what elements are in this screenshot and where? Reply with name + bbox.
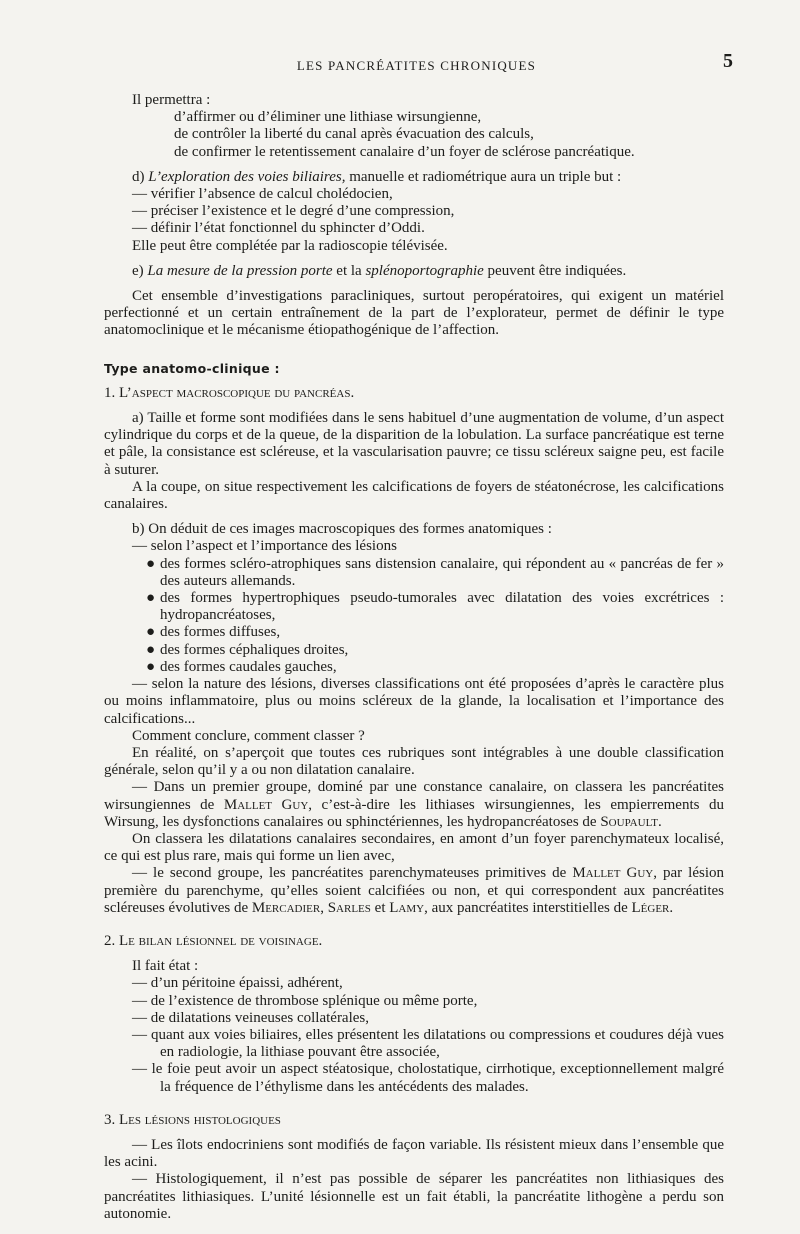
s1-group-1-text-a: — Dans un premier groupe, dominé par une constance canalaire, on classera les pancréatites wirsungiennes de (104, 779, 724, 813)
author-name: Soupault (600, 813, 658, 830)
block1-item-3: de confirmer le retentissement canalaire d’un foyer de sclérose pancréatique. (174, 143, 635, 160)
s3-heading-num: 3. L (104, 1111, 129, 1128)
block-d-letter: d) (132, 168, 149, 185)
block-d-after: Elle peut être complétée par la radioscopie télévisée. (132, 237, 448, 254)
running-title: LES PANCRÉATITES CHRONIQUES (296, 58, 537, 73)
s1-group-2-text-f: . (669, 899, 674, 916)
section-title: Type anatomo-clinique : (104, 360, 280, 376)
s3-para-1: — Les îlots endocriniens sont modifiés de façon variable. Ils résistent mieux dans l’ensemble que les acini. (104, 1136, 724, 1171)
author-name: Mallet Guy (223, 796, 309, 813)
s2-item-1: — d’un péritoine épaissi, adhérent, (132, 975, 343, 992)
block1-item-1: d’affirmer ou d’éliminer une lithiase wirsungienne, (174, 109, 482, 126)
block-d-item-3: — définir l’état fonctionnel du sphincter d’Oddi. (132, 220, 425, 237)
s1-bullet-3 (104, 624, 724, 641)
block-e-title-2: splénoportographie (365, 262, 484, 279)
s1-group-2-text-c: , (320, 899, 328, 916)
s1-group-2 (104, 865, 724, 917)
block1-intro: Il permettra : (132, 92, 211, 108)
page-number: 5 (723, 50, 733, 72)
s1-group-2-text-b: , par lésion première du parenchyme, qu’elles soient calcifiées ou non, et qui correspondent aux pancréatites scléreuses évolutives de (104, 865, 724, 916)
s1-question: Comment conclure, comment classer ? (132, 727, 365, 744)
block-e-title-1: La mesure de la pression porte (147, 262, 333, 279)
s1-group-2-text-e: , aux pancréatites interstitielles de (424, 899, 632, 916)
s3-heading (104, 1112, 724, 1129)
s1-bullet-5 (104, 659, 724, 676)
block-e-rest: peuvent être indiquées. (483, 262, 627, 279)
s2-heading-text: e bilan lésionnel de voisinage. (128, 932, 323, 949)
author-name: Lamy (389, 899, 425, 916)
bullet-icon: ● (146, 555, 156, 572)
s1-bullet-4 (104, 642, 724, 659)
bullet-icon: ● (146, 641, 156, 658)
s1-bullet-4-text: des formes céphaliques droites, (160, 641, 349, 658)
s1-group-1-text-b: , c’est-à-dire les lithiases wirsungiennes, les empierrements du Wirsung, les dysfonctions canalaires ou sphinctériennes, les hydropancréatoses de (104, 796, 724, 830)
s1-heading-num: 1. L’ (104, 384, 132, 401)
author-name: Léger (631, 899, 670, 916)
s1-realite: En réalité, on s’aperçoit que toutes ces rubriques sont intégrables à une double classification générale, selon qu’il y a ou non dilatation canalaire. (104, 744, 724, 779)
block-d-item-1: — vérifier l’absence de calcul cholédocien, (132, 186, 393, 203)
block-e-heading (104, 263, 724, 280)
s1-group-1-text-c: . (658, 813, 662, 830)
block-e-letter: e) (132, 262, 148, 279)
s1-dilatations: On classera les dilatations canalaires secondaires, en amont d’un foyer parenchymateux localisé, ce qui est plus rare, mais qui forme un lien avec, (104, 830, 724, 865)
block1-item-2: de contrôler la liberté du canal après évacuation des calculs, (174, 126, 534, 143)
s2-item-4: — quant aux voies biliaires, elles présentent les dilatations ou compressions et coudures déjà vues en radiologie, la lithiase pouvant être associée, (132, 1026, 724, 1061)
s1-bullet-2-text: des formes hypertrophiques pseudo-tumorales avec dilatation des voies excrétrices : hydropancréatoses, (160, 590, 724, 624)
s1-bullet-1-text: des formes scléro-atrophiques sans distension canalaire, qui répondent au « pancréas de fer » des auteurs allemands. (160, 555, 724, 589)
block-d-item-2: — préciser l’existence et le degré d’une compression, (132, 203, 455, 220)
block-d-rest: manuelle et radiométrique aura un triple but : (345, 168, 622, 185)
s1-group-1 (104, 779, 724, 831)
s2-item-5: — le foie peut avoir un aspect stéatosique, cholostatique, cirrhotique, exceptionnellement malgré la fréquence de l’éthylisme dans les antécédents des malades. (132, 1061, 724, 1095)
block-e-mid: et la (332, 262, 366, 279)
s3-heading-text: es lésions histologiques (128, 1111, 281, 1128)
block-d-title: L’exploration des voies biliaires, (148, 168, 346, 185)
s2-item-3: — de dilatations veineuses collatérales, (132, 1009, 370, 1026)
block-d-heading (104, 169, 724, 186)
s2-item-2: — de l’existence de thrombose splénique ou même porte, (132, 992, 478, 1009)
s2-heading (104, 933, 724, 950)
bullet-icon: ● (146, 590, 156, 607)
author-name: Mallet Guy (572, 865, 654, 882)
s2-heading-num: 2. L (104, 932, 129, 949)
s1-coupe-para: A la coupe, on situe respectivement les calcifications de foyers de stéatonécrose, les calcifications canalaires. (104, 478, 724, 513)
author-name: Sarles (327, 899, 371, 916)
s1-b-intro: b) On déduit de ces images macroscopiques des formes anatomiques : (132, 521, 552, 538)
s1-heading-text: aspect macroscopique du pancréas. (131, 384, 355, 401)
s2-intro: Il fait état : (132, 958, 199, 975)
s1-group-2-text-d: et (370, 899, 390, 916)
s1-b-dash-2: — selon la nature des lésions, diverses classifications ont été proposées d’après le caractère plus ou moins inflammatoire, plus ou moins scléreux de la glande, la localisation et l’importance des calcifications... (104, 676, 724, 727)
page-body (104, 92, 724, 1223)
s1-bullet-2 (104, 590, 724, 624)
s1-bullet-1 (104, 556, 724, 590)
s1-b-dash-1: — selon l’aspect et l’importance des lésions (132, 538, 397, 555)
s1-group-2-text-a: — le second groupe, les pancréatites parenchymateuses primitives de (132, 865, 573, 882)
bullet-icon: ● (146, 658, 156, 675)
s1-a-para: a) Taille et forme sont modifiées dans le sens habituel d’une augmentation de volume, d’un aspect cylindrique du corps et de la queue, de la disparition de la lobulation. La surface pancréatique est terne et pâle, la consistance est scléreuse, et la vascularisation pauvre; ce tissu scléreux saigne peu, est facile à suturer. (104, 410, 724, 478)
page-header (104, 50, 733, 77)
s3-para-2: — Histologiquement, il n’est pas possible de séparer les pancréatites non lithiasiques des pancréatites lithiasiques. L’unité lésionnelle est un fait établi, la pancréatite lithogène a perdu son autonomie. (104, 1171, 724, 1222)
author-name: Mercadier (251, 899, 321, 916)
para-investigations: Cet ensemble d’investigations paracliniques, surtout peropératoires, qui exigent un matériel perfectionné et un certain entraînement de la part de l’explorateur, permet de définir le type anatomoclinique et le mécanisme étiopathogénique de l’affection. (104, 288, 724, 339)
s1-heading (104, 385, 724, 402)
bullet-icon: ● (146, 624, 156, 641)
s1-bullet-3-text: des formes diffuses, (160, 624, 281, 641)
s1-bullet-5-text: des formes caudales gauches, (160, 658, 337, 675)
